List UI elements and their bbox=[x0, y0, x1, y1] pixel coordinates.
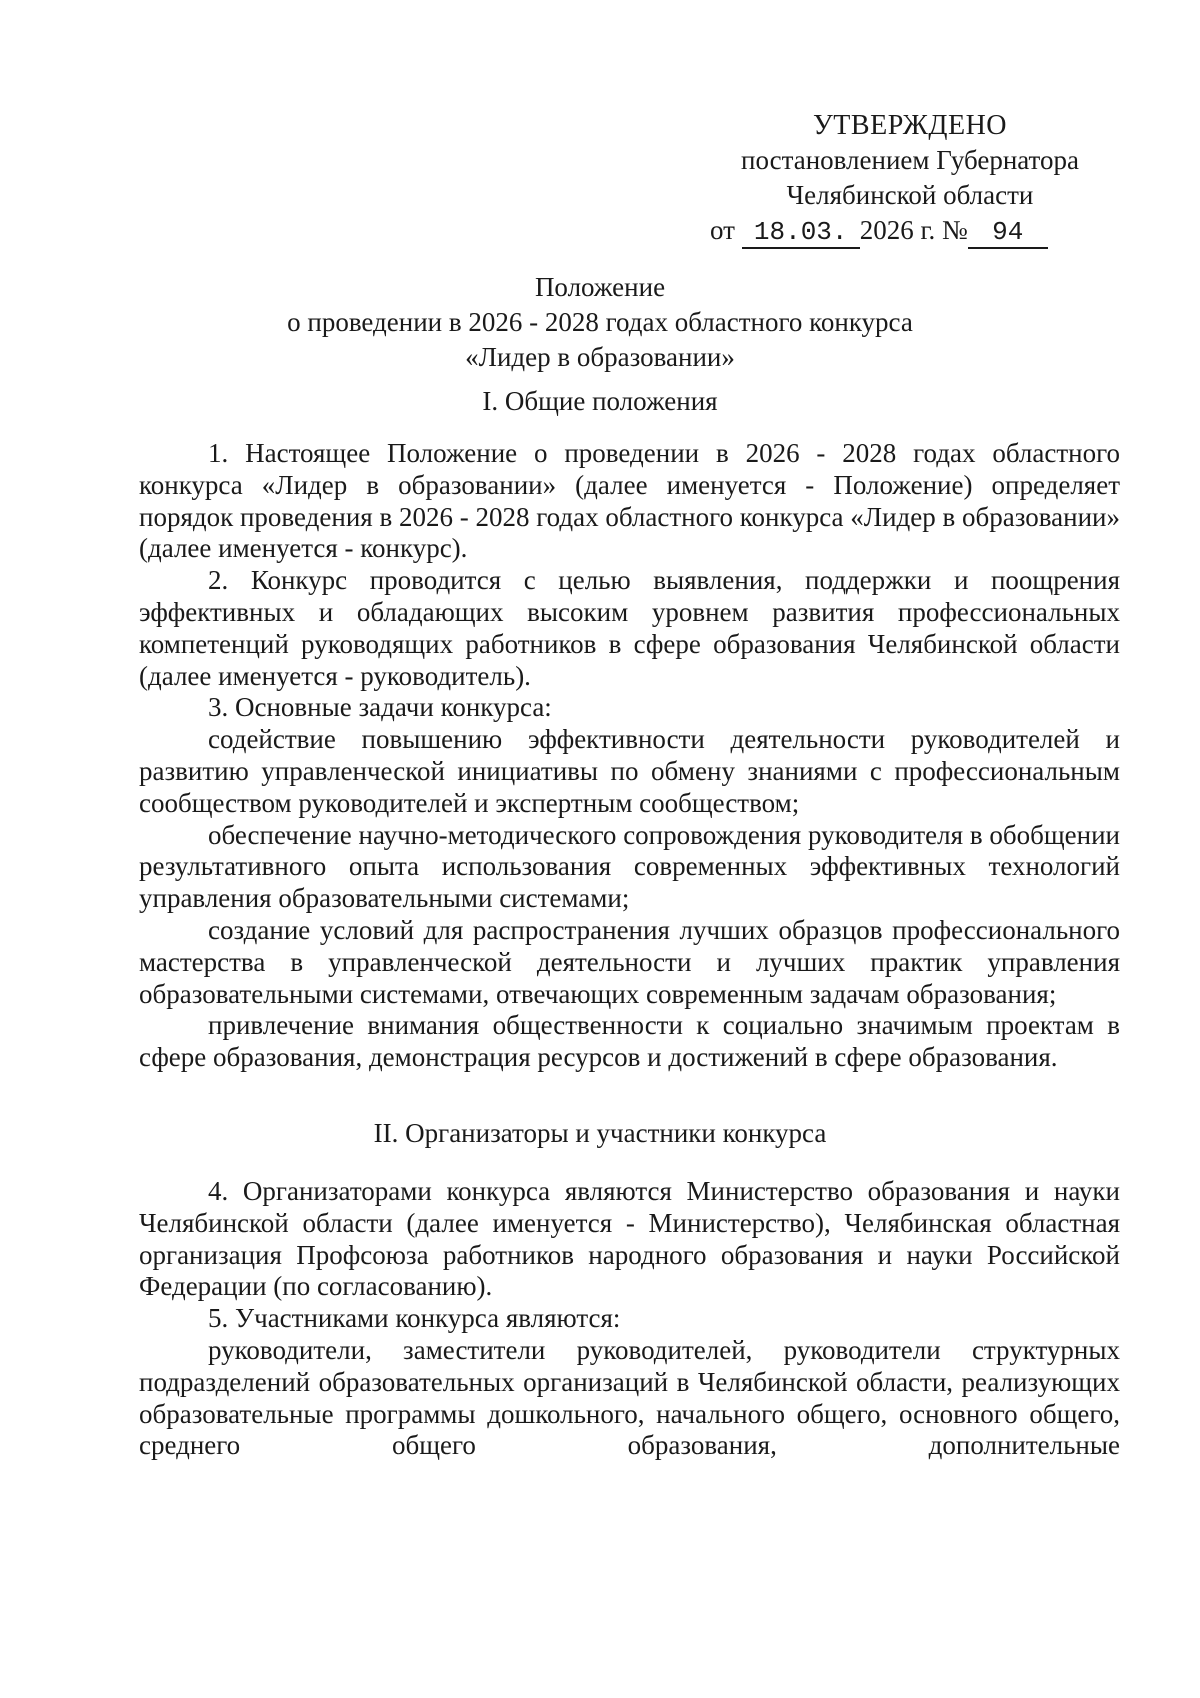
section-2-heading: II. Организаторы и участники конкурса bbox=[373, 1118, 827, 1148]
paragraph-5: 5. Участниками конкурса являются: bbox=[208, 1303, 621, 1334]
document-title bbox=[0, 270, 1200, 375]
section-1-heading: I. Общие положения bbox=[482, 386, 718, 416]
task-1: содействие повышению эффективности деятельности руководителей и развитию управленческой инициативы по обмену знаниями с профессиональным сообществом руководителей и экспертным сообществом; bbox=[139, 724, 1120, 818]
document-title-line-2: о проведении в 2026 - 2028 годах областного конкурса bbox=[287, 307, 913, 337]
number-value: 94 bbox=[968, 217, 1048, 249]
paragraph-1: 1. Настоящее Положение о проведении в 2026 - 2028 годах областного конкурса «Лидер в образовании» (далее именуется - Положение) определяет порядок проведения в 2026 - 2028 годах областного конкурса «Лидер в образовании» (далее именуется - конкурс). bbox=[139, 438, 1120, 564]
task-3: создание условий для распространения лучших образцов профессионального мастерства в управленческой деятельности и лучших практик управления образовательными системами, отвечающих современным задачам образования; bbox=[139, 914, 1120, 1009]
approval-line-1: постановлением Губернатора bbox=[741, 145, 1079, 175]
document-title-line-3: «Лидер в образовании» bbox=[465, 342, 735, 372]
participants-paragraph: руководители, заместители руководителей, руководители структурных подразделений образовательных организаций в Челябинской области, реализующих образовательные программы дошкольного, начального общего, основного общего, среднего общего образования, дополнительные bbox=[139, 1334, 1120, 1461]
document-title-line-1: Положение bbox=[534, 272, 666, 302]
date-value: 18.03. bbox=[742, 217, 860, 249]
task-2: обеспечение научно-методического сопровождения руководителя в обобщении результативного опыта использования современных эффективных технологий управления образовательными системами; bbox=[139, 819, 1120, 914]
section-1-body bbox=[139, 438, 1120, 1074]
approval-date-line bbox=[700, 213, 1120, 249]
paragraph-2: 2. Конкурс проводится с целью выявления, поддержки и поощрения эффективных и обладающих высоким уровнем развития профессиональных компетенций руководящих работников в сфере образования Челябинской области (далее именуется - руководитель). bbox=[139, 565, 1120, 691]
paragraph-4: 4. Организаторами конкурса являются Министерство образования и науки Челябинской области (далее именуется - Министерство), Челябинская областная организация Профсоюза работников народного образования и науки Российской Федерации (по согласованию). bbox=[139, 1176, 1120, 1302]
section-2-body bbox=[139, 1176, 1120, 1462]
paragraph-3: 3. Основные задачи конкурса: bbox=[208, 692, 552, 723]
date-year: 2026 г. № bbox=[859, 215, 968, 245]
approval-block bbox=[700, 108, 1120, 249]
task-4: привлечение внимания общественности к социально значимым проектам в сфере образования, демонстрация ресурсов и достижений в сфере образования. bbox=[139, 1010, 1120, 1073]
date-prefix: от bbox=[710, 215, 735, 245]
approval-line-2: Челябинской области bbox=[786, 180, 1034, 210]
approval-title: УТВЕРЖДЕНО bbox=[812, 110, 1008, 141]
